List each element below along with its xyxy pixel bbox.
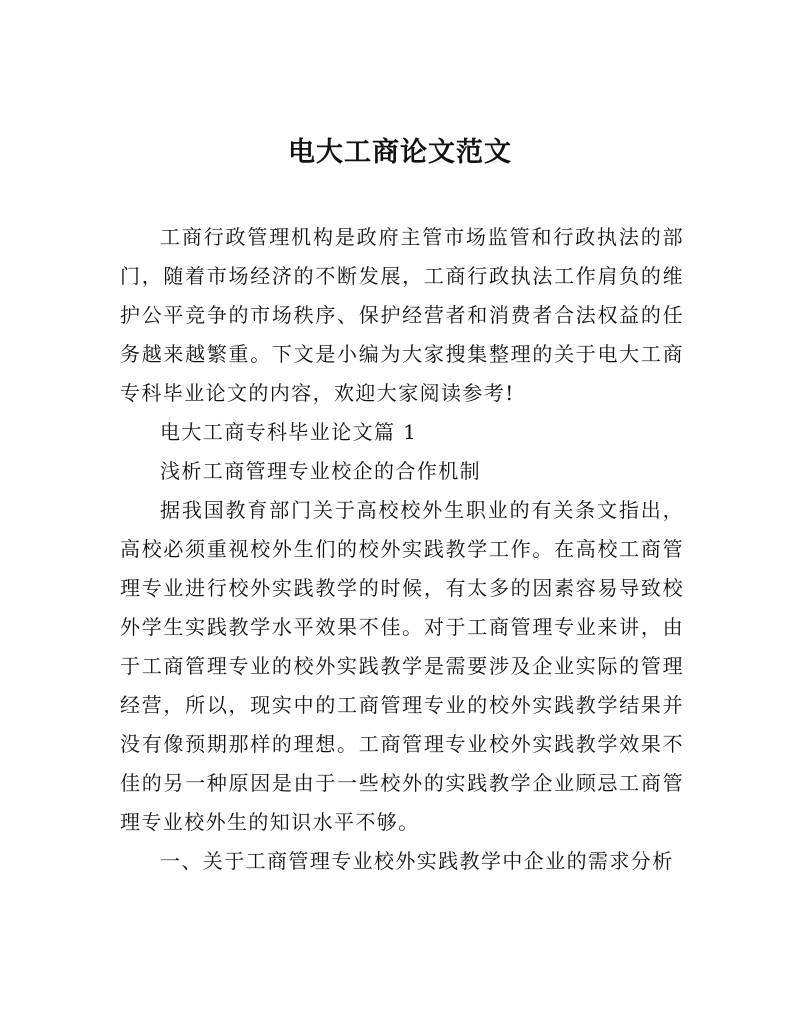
document-title: 电大工商论文范文	[288, 137, 512, 168]
document-body	[120, 218, 684, 881]
subsection-heading: 一、关于工商管理专业校外实践教学中企业的需求分析	[160, 849, 674, 873]
section-heading: 电大工商专科毕业论文篇 1	[160, 420, 418, 444]
intro-paragraph: 工商行政管理机构是政府主管市场监管和行政执法的部门，随着市场经济的不断发展，工商行政执法工作肩负的维护公平竞争的市场秩序、保护经营者和消费者合法权益的任务越来越繁重。下文是小编为大家搜集整理的关于电大工商专科毕业论文的内容，欢迎大家阅读参考!	[120, 225, 684, 405]
body-paragraph: 据我国教育部门关于高校校外生职业的有关条文指出，高校必须重视校外生们的校外实践教学工作。在高校工商管理专业进行校外实践教学的时候，有太多的因素容易导致校外学生实践教学水平效果不佳。对于工商管理专业来讲，由于工商管理专业的校外实践教学是需要涉及企业实际的管理经营，所以，现实中的工商管理专业的校外实践教学结果并没有像预期那样的理想。工商管理专业校外实践教学效果不佳的另一种原因是由于一些校外的实践教学企业顾忌工商管理专业校外生的知识水平不够。	[120, 498, 684, 834]
article-title: 浅析工商管理专业校企的合作机制	[160, 459, 481, 483]
